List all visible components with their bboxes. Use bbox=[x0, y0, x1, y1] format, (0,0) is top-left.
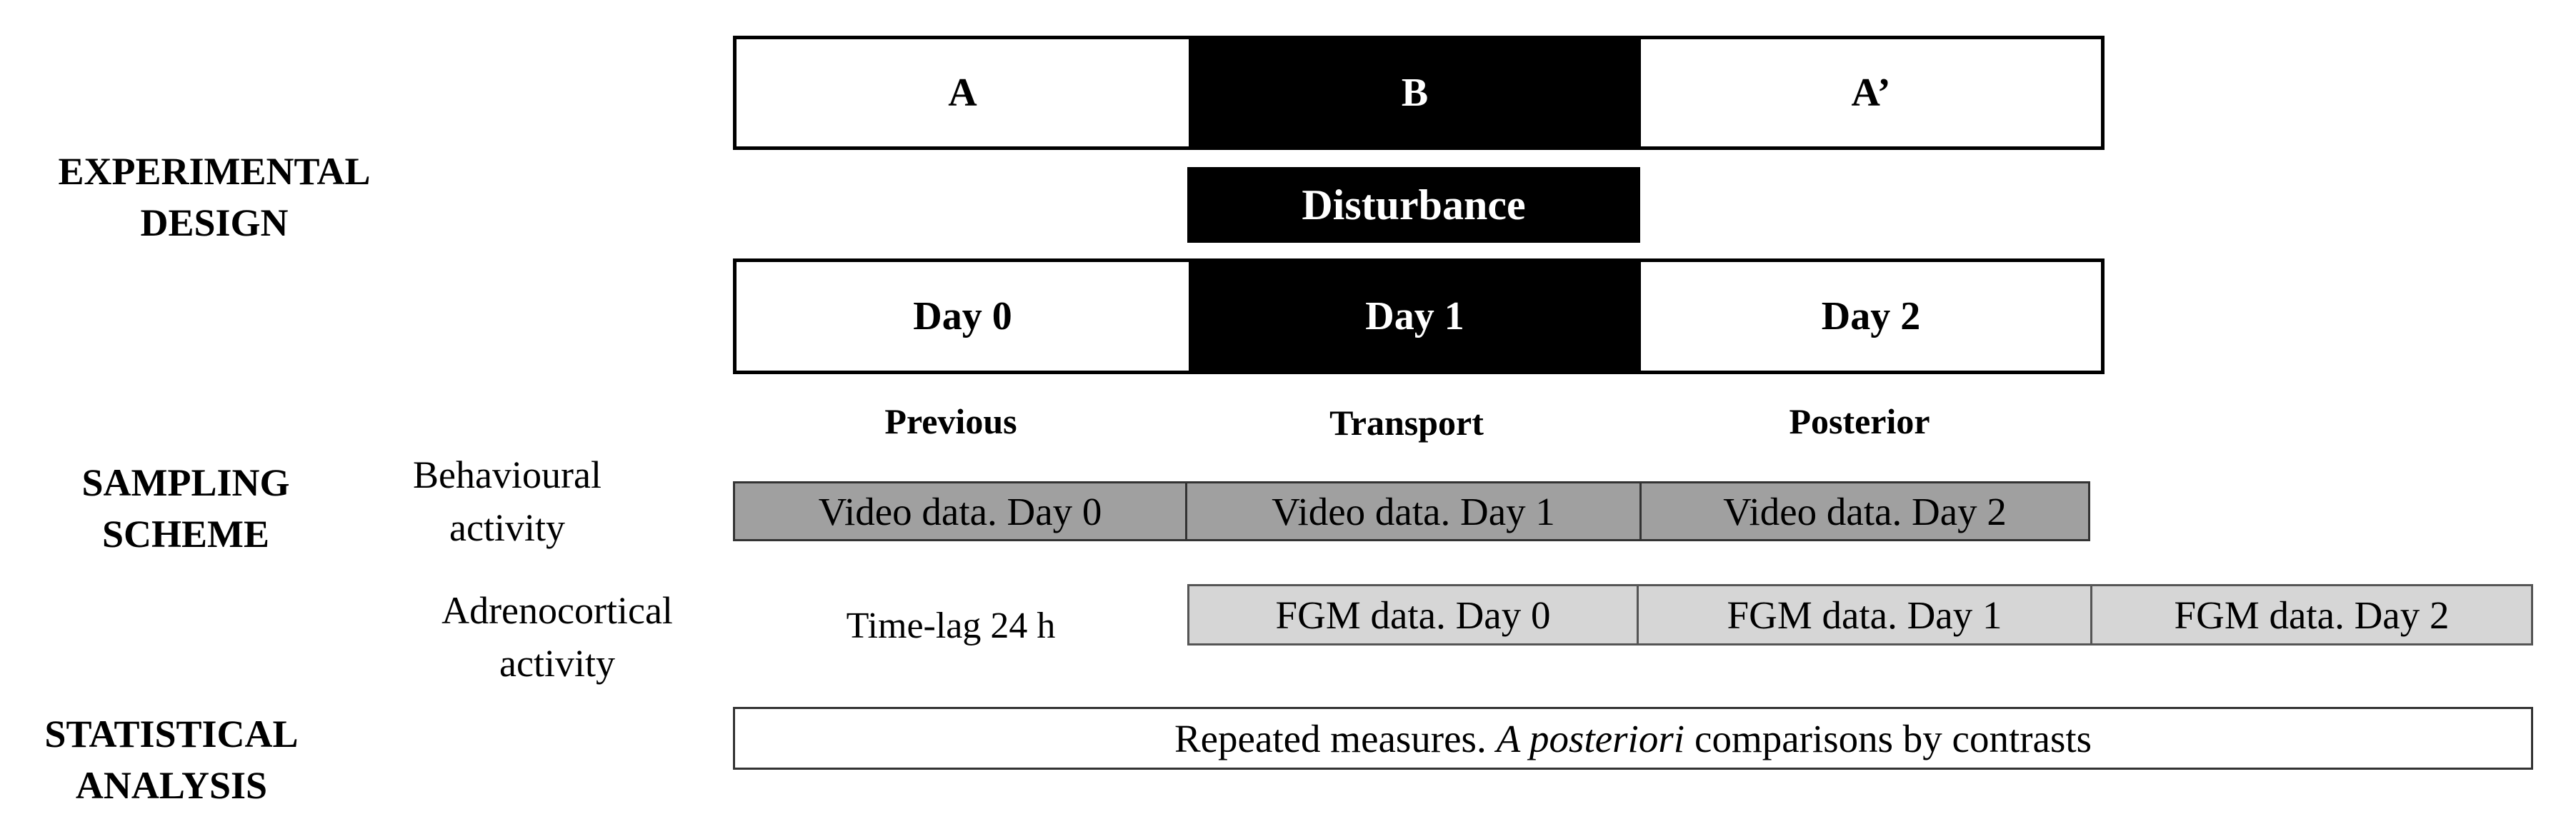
sampling-scheme-label bbox=[50, 457, 321, 560]
video-data-row bbox=[733, 481, 2090, 541]
phase-b: B bbox=[1189, 39, 1641, 146]
period-transport: Transport bbox=[1329, 403, 1484, 443]
experimental-design-label bbox=[29, 146, 400, 248]
phase-a-prime: A’ bbox=[1641, 39, 2101, 146]
analysis-prefix: Repeated measures. bbox=[1174, 716, 1487, 760]
analysis-box bbox=[733, 707, 2533, 770]
fgm-data-row bbox=[1187, 584, 2533, 645]
time-lag-label: Time-lag 24 h bbox=[846, 605, 1056, 646]
period-previous: Previous bbox=[884, 401, 1017, 441]
statistical-analysis-label bbox=[21, 708, 321, 811]
behavioural-activity-text: Behavioural activity bbox=[413, 453, 601, 549]
adrenocortical-activity-label bbox=[400, 584, 714, 690]
experimental-design-text: EXPERIMENTAL DESIGN bbox=[58, 150, 371, 244]
video-day-1: Video data. Day 1 bbox=[1187, 483, 1642, 539]
fgm-day-0: FGM data. Day 0 bbox=[1189, 586, 1639, 643]
disturbance-box bbox=[1187, 167, 1640, 243]
behavioural-activity-label bbox=[400, 448, 614, 554]
day-1: Day 1 bbox=[1189, 262, 1641, 371]
video-day-2: Video data. Day 2 bbox=[1642, 483, 2088, 539]
video-day-0: Video data. Day 0 bbox=[735, 483, 1187, 539]
fgm-day-1: FGM data. Day 1 bbox=[1639, 586, 2092, 643]
period-posterior: Posterior bbox=[1789, 401, 1930, 441]
phase-a: A bbox=[737, 39, 1189, 146]
adrenocortical-activity-text: Adrenocortical activity bbox=[441, 589, 673, 685]
day-0: Day 0 bbox=[737, 262, 1189, 371]
analysis-suffix: comparisons by contrasts bbox=[1694, 716, 2092, 760]
sampling-scheme-text: SAMPLING SCHEME bbox=[81, 461, 290, 556]
statistical-analysis-text: STATISTICAL ANALYSIS bbox=[44, 713, 299, 807]
day-2: Day 2 bbox=[1641, 262, 2101, 371]
day-row bbox=[733, 258, 2105, 374]
disturbance-label: Disturbance bbox=[1302, 181, 1526, 228]
analysis-italic: A posteriori bbox=[1496, 716, 1685, 760]
fgm-day-2: FGM data. Day 2 bbox=[2092, 586, 2531, 643]
phase-row bbox=[733, 36, 2105, 150]
